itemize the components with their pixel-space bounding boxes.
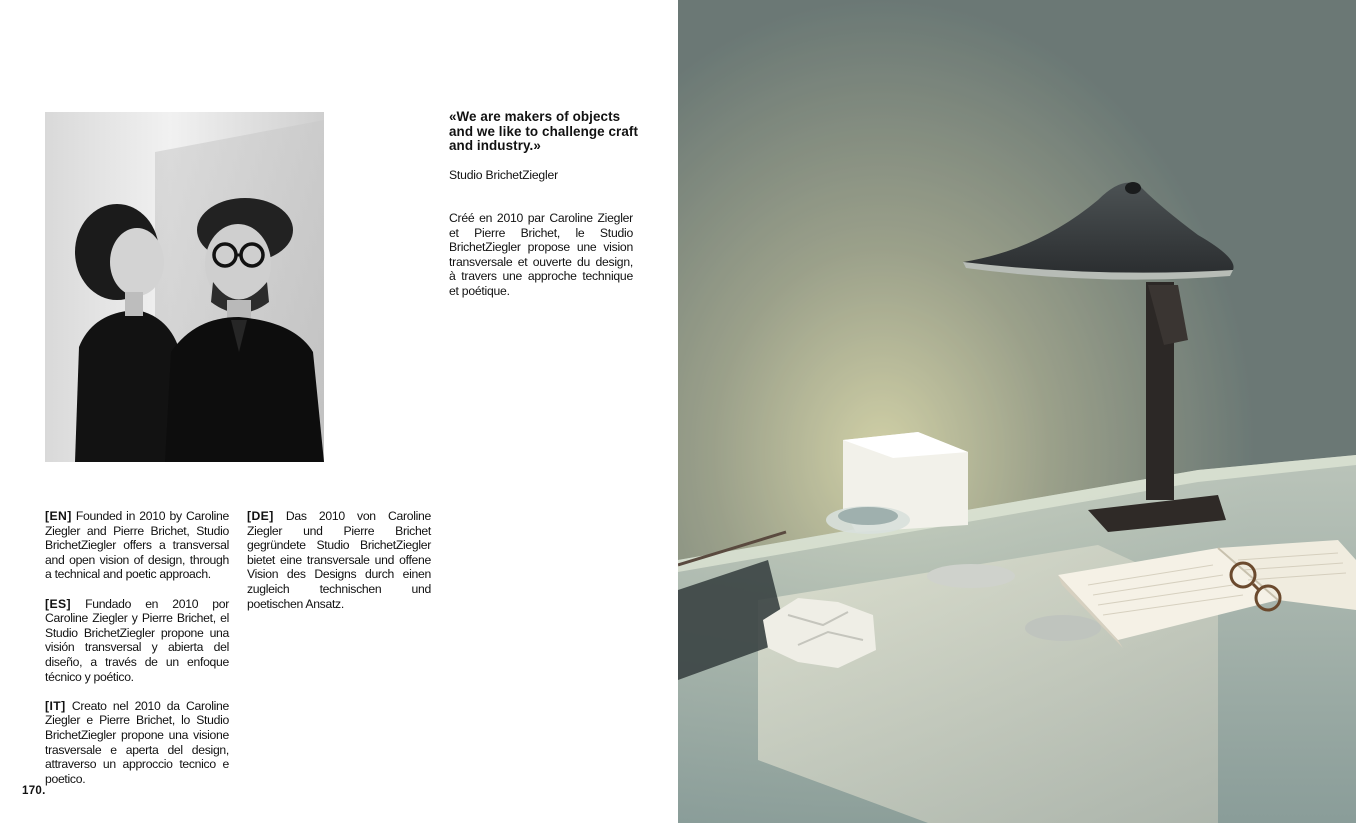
text-column-right	[247, 509, 431, 626]
language-tag-it: [IT]	[45, 698, 66, 713]
intro-text-french: Créé en 2010 par Caroline Ziegler et Pierre Brichet, le Studio BrichetZiegler propose une vision transversale et ouverte du design, à travers une approche technique et poétique.	[449, 211, 633, 298]
quote-attribution: Studio BrichetZiegler	[449, 168, 558, 182]
text-es: Fundado en 2010 por Caroline Ziegler y Pierre Brichet, el Studio BrichetZiegler propone una visión transversal y abierta del diseño, a través de un enfoque técnico y poético.	[45, 596, 229, 684]
pull-quote: «We are makers of objects and we like to challenge craft and industry.»	[449, 109, 639, 154]
language-tag-de: [DE]	[247, 509, 274, 523]
text-it: Creato nel 2010 da Caroline Ziegler e Pierre Brichet, lo Studio BrichetZiegler propone una visione trasversale e aperta del design, attraverso un approccio tecnico e poetico.	[45, 698, 229, 786]
language-tag-es: [ES]	[45, 596, 71, 611]
designers-portrait-photo	[45, 112, 324, 462]
paragraph-german	[247, 509, 431, 611]
lamp-still-life-photo	[678, 0, 1356, 823]
paragraph-spanish	[45, 597, 229, 685]
text-en: Founded in 2010 by Caroline Ziegler and Pierre Brichet, Studio BrichetZiegler offers a transversal and open vision of design, through a technical and poetic approach.	[45, 509, 229, 582]
text-de: Das 2010 von Caroline Ziegler und Pierre Brichet gegründete Studio BrichetZiegler bietet eine transversale und offene Vision des Designs durch einen zugleich technischen und poetischen Ansatz.	[247, 509, 431, 611]
paragraph-english	[45, 509, 229, 582]
language-tag-en: [EN]	[45, 509, 72, 523]
paragraph-italian	[45, 699, 229, 787]
text-column-left	[45, 509, 229, 801]
page-number: 170.	[22, 785, 46, 797]
